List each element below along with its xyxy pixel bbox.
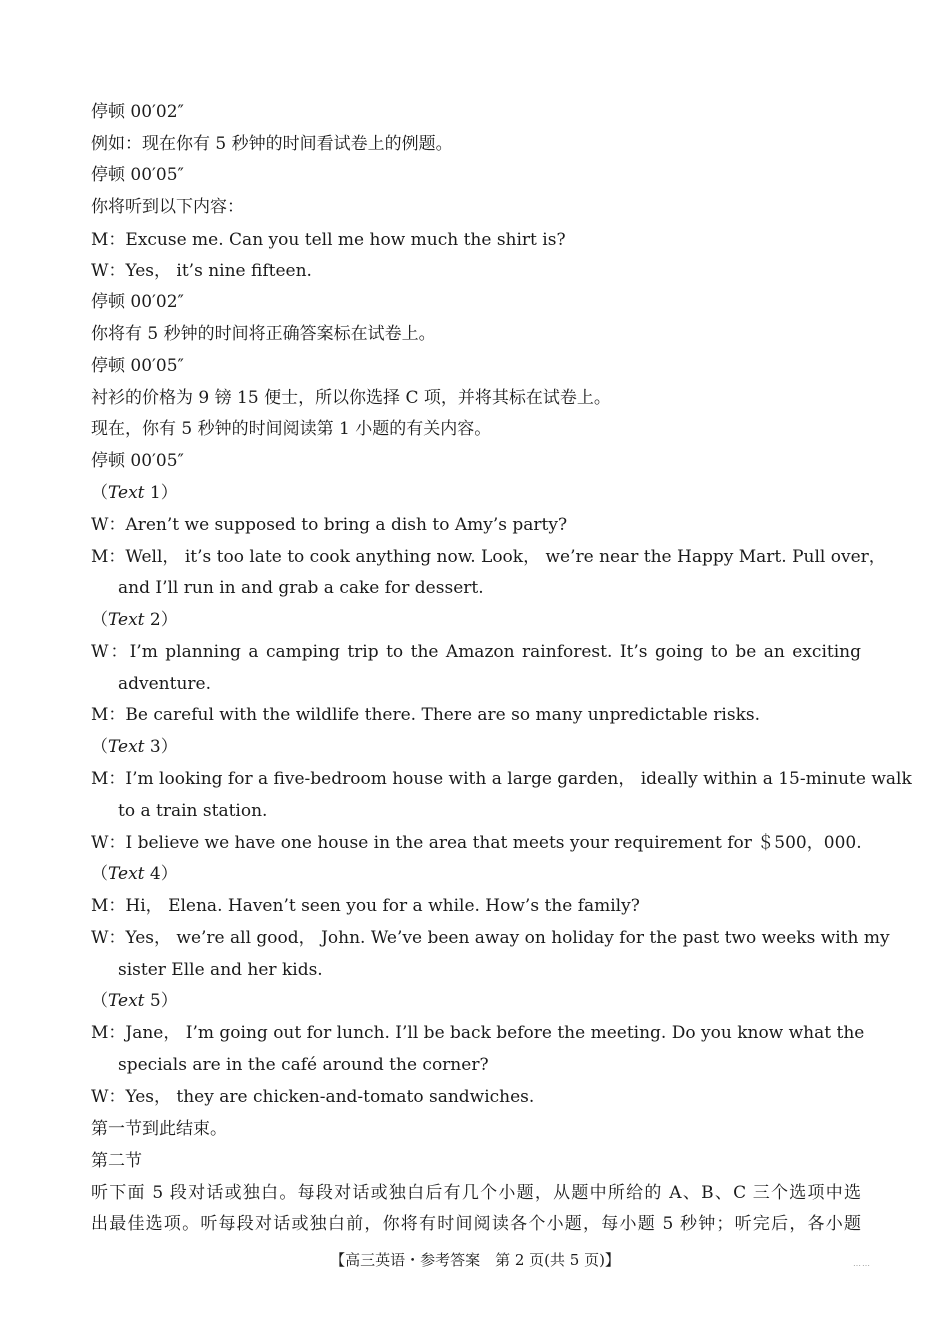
dialogue-line: M：I’m looking for a five-bedroom house with a large garden， ideally within a 15-minute walk: [91, 769, 912, 789]
dialogue-line-continued: sister Elle and her kids.: [118, 960, 323, 980]
section-end: 第一节到此结束。: [91, 1119, 227, 1139]
dialogue-line-continued: specials are in the café around the corner?: [118, 1055, 489, 1075]
dialogue-line: W：Yes， they are chicken-and-tomato sandwiches.: [91, 1087, 535, 1107]
instruction-line: 衬衫的价格为 9 镑 15 便士，所以你选择 C 项，并将其标在试卷上。: [91, 388, 611, 408]
text-heading: （Text 4）: [91, 864, 178, 884]
section-heading: 第二节: [91, 1151, 142, 1171]
pause-line: 停顿 00′05″: [91, 356, 184, 376]
text-heading: （Text 5）: [91, 991, 178, 1011]
pause-line: 停顿 00′02″: [91, 292, 184, 312]
dialogue-line: M：Be careful with the wildlife there. There are so many unpredictable risks.: [91, 705, 760, 725]
pause-line: 停顿 00′02″: [91, 102, 184, 122]
text-heading: （Text 3）: [91, 737, 178, 757]
corner-mark: ……: [853, 1259, 871, 1268]
dialogue-line: W：Yes， it’s nine fifteen.: [91, 261, 312, 281]
dialogue-line-continued: to a train station.: [118, 801, 268, 821]
text-heading: （Text 2）: [91, 610, 178, 630]
dialogue-line: W：Aren’t we supposed to bring a dish to Amy’s party?: [91, 515, 568, 535]
dialogue-line: W：Yes， we’re all good， John. We’ve been away on holiday for the past two weeks with my: [91, 928, 890, 948]
pause-line: 停顿 00′05″: [91, 451, 184, 471]
instruction-line: 听下面 5 段对话或独白。每段对话或独白后有几个小题，从题中所给的 A、B、C 三个选项中选: [91, 1183, 861, 1203]
dialogue-line: W：I’m planning a camping trip to the Amazon rainforest. It’s going to be an exciting: [91, 642, 861, 662]
dialogue-line: M：Jane， I’m going out for lunch. I’ll be back before the meeting. Do you know what the: [91, 1023, 865, 1043]
page-footer: 【高三英语・参考答案 第 2 页(共 5 页)】: [330, 1251, 620, 1269]
dialogue-line: M：Excuse me. Can you tell me how much the shirt is?: [91, 230, 566, 250]
text-heading: （Text 1）: [91, 483, 178, 503]
instruction-line: 出最佳选项。听每段对话或独白前，你将有时间阅读各个小题，每小题 5 秒钟；听完后，各小题: [91, 1214, 861, 1234]
instruction-line: 例如：现在你有 5 秒钟的时间看试卷上的例题。: [91, 134, 453, 154]
dialogue-line-continued: adventure.: [118, 674, 212, 694]
dialogue-line-continued: and I’ll run in and grab a cake for dessert.: [118, 578, 484, 598]
instruction-line: 现在，你有 5 秒钟的时间阅读第 1 小题的有关内容。: [91, 419, 492, 439]
instruction-line: 你将听到以下内容：: [91, 197, 244, 217]
dialogue-line: W：I believe we have one house in the area that meets your requirement for ＄500，000.: [91, 833, 862, 853]
instruction-line: 你将有 5 秒钟的时间将正确答案标在试卷上。: [91, 324, 436, 344]
dialogue-line: M：Hi， Elena. Haven’t seen you for a while. How’s the family?: [91, 896, 640, 916]
pause-line: 停顿 00′05″: [91, 165, 184, 185]
dialogue-line: M：Well， it’s too late to cook anything now. Look， we’re near the Happy Mart. Pull over，: [91, 547, 886, 567]
